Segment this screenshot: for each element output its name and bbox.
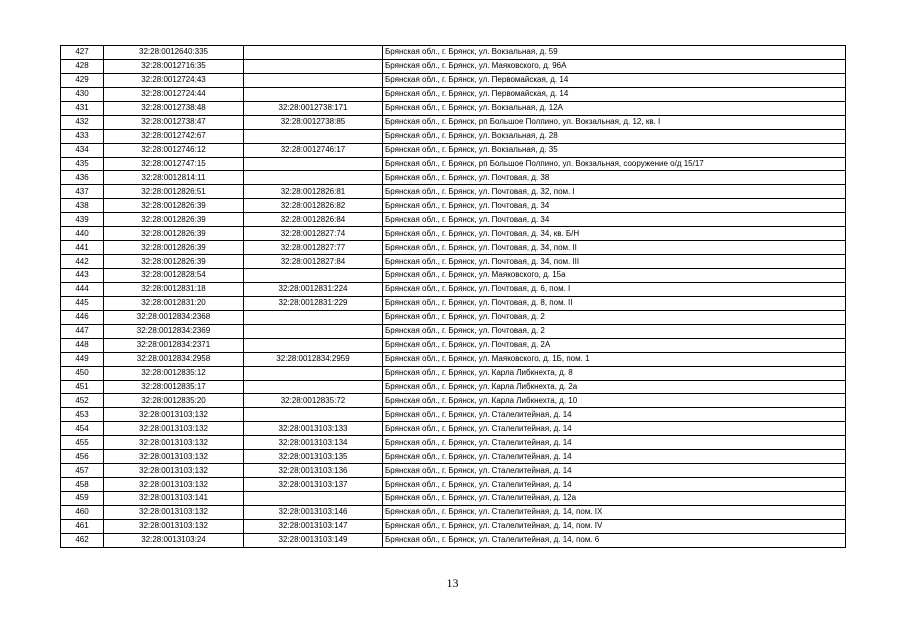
address-cell: Брянская обл., г. Брянск, ул. Маяковского, д. 15а <box>383 269 846 283</box>
address-cell: Брянская обл., г. Брянск, ул. Сталелитейная, д. 14 <box>383 408 846 422</box>
table-row <box>61 394 846 408</box>
table-row <box>61 185 846 199</box>
address-cell: Брянская обл., г. Брянск, ул. Маяковского, д. 96А <box>383 59 846 73</box>
address-cell: Брянская обл., г. Брянск, ул. Сталелитейная, д. 14 <box>383 464 846 478</box>
sub-cadastral-number-cell <box>244 338 383 352</box>
table-row <box>61 533 846 547</box>
row-number-cell: 427 <box>61 46 104 60</box>
sub-cadastral-number-cell: 32:28:0012827:84 <box>244 255 383 269</box>
table-row <box>61 492 846 506</box>
row-number-cell: 428 <box>61 59 104 73</box>
sub-cadastral-number-cell: 32:28:0012831:224 <box>244 282 383 296</box>
row-number-cell: 441 <box>61 241 104 255</box>
address-cell: Брянская обл., г. Брянск, ул. Почтовая, д. 34 <box>383 199 846 213</box>
sub-cadastral-number-cell: 32:28:0013103:136 <box>244 464 383 478</box>
table-row <box>61 199 846 213</box>
address-cell: Брянская обл., г. Брянск, ул. Карла Либкнехта, д. 8 <box>383 366 846 380</box>
address-cell: Брянская обл., г. Брянск, ул. Почтовая, д. 2 <box>383 324 846 338</box>
sub-cadastral-number-cell: 32:28:0012831:229 <box>244 296 383 310</box>
row-number-cell: 439 <box>61 213 104 227</box>
table-row <box>61 450 846 464</box>
table-row <box>61 269 846 283</box>
sub-cadastral-number-cell <box>244 73 383 87</box>
table-row <box>61 464 846 478</box>
cadastral-number-cell: 32:28:0012826:39 <box>104 213 244 227</box>
row-number-cell: 458 <box>61 478 104 492</box>
address-cell: Брянская обл., г. Брянск, ул. Почтовая, д. 34, кв. Б/Н <box>383 227 846 241</box>
sub-cadastral-number-cell: 32:28:0012826:81 <box>244 185 383 199</box>
cadastral-number-cell: 32:28:0012738:48 <box>104 101 244 115</box>
cadastral-number-cell: 32:28:0013103:132 <box>104 422 244 436</box>
sub-cadastral-number-cell <box>244 171 383 185</box>
cadastral-number-cell: 32:28:0012814:11 <box>104 171 244 185</box>
table-row <box>61 296 846 310</box>
row-number-cell: 454 <box>61 422 104 436</box>
row-number-cell: 460 <box>61 505 104 519</box>
address-cell: Брянская обл., г. Брянск, ул. Первомайская, д. 14 <box>383 87 846 101</box>
cadastral-number-cell: 32:28:0012835:12 <box>104 366 244 380</box>
sub-cadastral-number-cell <box>244 59 383 73</box>
sub-cadastral-number-cell <box>244 324 383 338</box>
sub-cadastral-number-cell: 32:28:0012738:85 <box>244 115 383 129</box>
table-row <box>61 352 846 366</box>
address-cell: Брянская обл., г. Брянск, ул. Почтовая, д. 32, пом. I <box>383 185 846 199</box>
cadastral-number-cell: 32:28:0012826:39 <box>104 199 244 213</box>
table-row <box>61 241 846 255</box>
table-row <box>61 324 846 338</box>
row-number-cell: 442 <box>61 255 104 269</box>
address-cell: Брянская обл., г. Брянск, ул. Сталелитейная, д. 14 <box>383 450 846 464</box>
cadastral-number-cell: 32:28:0012724:43 <box>104 73 244 87</box>
sub-cadastral-number-cell <box>244 87 383 101</box>
table-row <box>61 408 846 422</box>
row-number-cell: 440 <box>61 227 104 241</box>
table-row <box>61 115 846 129</box>
table-row <box>61 87 846 101</box>
row-number-cell: 456 <box>61 450 104 464</box>
sub-cadastral-number-cell: 32:28:0013103:135 <box>244 450 383 464</box>
address-cell: Брянская обл., г. Брянск, ул. Почтовая, д. 34, пом. II <box>383 241 846 255</box>
table-row <box>61 366 846 380</box>
row-number-cell: 453 <box>61 408 104 422</box>
table-row <box>61 46 846 60</box>
sub-cadastral-number-cell <box>244 380 383 394</box>
sub-cadastral-number-cell: 32:28:0012826:82 <box>244 199 383 213</box>
sub-cadastral-number-cell: 32:28:0013103:149 <box>244 533 383 547</box>
address-cell: Брянская обл., г. Брянск, ул. Вокзальная, д. 28 <box>383 129 846 143</box>
row-number-cell: 446 <box>61 310 104 324</box>
address-cell: Брянская обл., г. Брянск, рп Большое Полпино, ул. Вокзальная, д. 12, кв. I <box>383 115 846 129</box>
table-row <box>61 227 846 241</box>
sub-cadastral-number-cell <box>244 366 383 380</box>
row-number-cell: 438 <box>61 199 104 213</box>
address-cell: Брянская обл., г. Брянск, ул. Почтовая, д. 2 <box>383 310 846 324</box>
sub-cadastral-number-cell <box>244 310 383 324</box>
row-number-cell: 431 <box>61 101 104 115</box>
row-number-cell: 455 <box>61 436 104 450</box>
cadastral-number-cell: 32:28:0012834:2371 <box>104 338 244 352</box>
sub-cadastral-number-cell: 32:28:0012835:72 <box>244 394 383 408</box>
cadastral-number-cell: 32:28:0012826:39 <box>104 227 244 241</box>
cadastral-number-cell: 32:28:0012724:44 <box>104 87 244 101</box>
cadastral-number-cell: 32:28:0013103:132 <box>104 519 244 533</box>
table-row <box>61 436 846 450</box>
sub-cadastral-number-cell: 32:28:0013103:134 <box>244 436 383 450</box>
table-row <box>61 73 846 87</box>
address-cell: Брянская обл., г. Брянск, ул. Сталелитейная, д. 14 <box>383 436 846 450</box>
table-row <box>61 422 846 436</box>
sub-cadastral-number-cell: 32:28:0012834:2959 <box>244 352 383 366</box>
row-number-cell: 447 <box>61 324 104 338</box>
row-number-cell: 451 <box>61 380 104 394</box>
registry-table <box>60 45 846 548</box>
sub-cadastral-number-cell <box>244 129 383 143</box>
table-row <box>61 338 846 352</box>
table-row <box>61 255 846 269</box>
address-cell: Брянская обл., г. Брянск, ул. Первомайская, д. 14 <box>383 73 846 87</box>
table-row <box>61 213 846 227</box>
address-cell: Брянская обл., г. Брянск, ул. Вокзальная, д. 35 <box>383 143 846 157</box>
address-cell: Брянская обл., г. Брянск, ул. Сталелитейная, д. 14, пом. IX <box>383 505 846 519</box>
row-number-cell: 462 <box>61 533 104 547</box>
address-cell: Брянская обл., г. Брянск, ул. Сталелитейная, д. 14 <box>383 478 846 492</box>
address-cell: Брянская обл., г. Брянск, ул. Вокзальная, д. 59 <box>383 46 846 60</box>
cadastral-number-cell: 32:28:0012738:47 <box>104 115 244 129</box>
address-cell: Брянская обл., г. Брянск, ул. Почтовая, д. 34 <box>383 213 846 227</box>
sub-cadastral-number-cell <box>244 157 383 171</box>
cadastral-number-cell: 32:28:0013103:132 <box>104 450 244 464</box>
table-row <box>61 310 846 324</box>
table-row <box>61 171 846 185</box>
table-row <box>61 505 846 519</box>
address-cell: Брянская обл., г. Брянск, ул. Почтовая, д. 38 <box>383 171 846 185</box>
row-number-cell: 450 <box>61 366 104 380</box>
page-number: 13 <box>446 576 459 590</box>
sub-cadastral-number-cell: 32:28:0012826:84 <box>244 213 383 227</box>
table-row <box>61 59 846 73</box>
cadastral-number-cell: 32:28:0012835:20 <box>104 394 244 408</box>
cadastral-number-cell: 32:28:0012747:15 <box>104 157 244 171</box>
cadastral-number-cell: 32:28:0013103:132 <box>104 436 244 450</box>
row-number-cell: 436 <box>61 171 104 185</box>
table-row <box>61 380 846 394</box>
sub-cadastral-number-cell <box>244 492 383 506</box>
cadastral-number-cell: 32:28:0012831:18 <box>104 282 244 296</box>
row-number-cell: 448 <box>61 338 104 352</box>
address-cell: Брянская обл., г. Брянск, ул. Почтовая, д. 2А <box>383 338 846 352</box>
cadastral-number-cell: 32:28:0012716:35 <box>104 59 244 73</box>
sub-cadastral-number-cell: 32:28:0012827:74 <box>244 227 383 241</box>
cadastral-number-cell: 32:28:0012834:2368 <box>104 310 244 324</box>
table-row <box>61 143 846 157</box>
address-cell: Брянская обл., г. Брянск, ул. Карла Либкнехта, д. 10 <box>383 394 846 408</box>
table-row <box>61 478 846 492</box>
sub-cadastral-number-cell <box>244 408 383 422</box>
address-cell: Брянская обл., г. Брянск, ул. Вокзальная, д. 12А <box>383 101 846 115</box>
sub-cadastral-number-cell: 32:28:0012827:77 <box>244 241 383 255</box>
sub-cadastral-number-cell: 32:28:0013103:147 <box>244 519 383 533</box>
cadastral-number-cell: 32:28:0012828:54 <box>104 269 244 283</box>
address-cell: Брянская обл., г. Брянск, ул. Почтовая, д. 6, пом. I <box>383 282 846 296</box>
row-number-cell: 461 <box>61 519 104 533</box>
table-row <box>61 519 846 533</box>
cadastral-number-cell: 32:28:0012831:20 <box>104 296 244 310</box>
cadastral-number-cell: 32:28:0012834:2369 <box>104 324 244 338</box>
row-number-cell: 430 <box>61 87 104 101</box>
row-number-cell: 435 <box>61 157 104 171</box>
sub-cadastral-number-cell: 32:28:0013103:137 <box>244 478 383 492</box>
cadastral-number-cell: 32:28:0013103:132 <box>104 408 244 422</box>
table-row <box>61 101 846 115</box>
address-cell: Брянская обл., г. Брянск, ул. Сталелитейная, д. 14, пом. 6 <box>383 533 846 547</box>
sub-cadastral-number-cell: 32:28:0012738:171 <box>244 101 383 115</box>
sub-cadastral-number-cell: 32:28:0012746:17 <box>244 143 383 157</box>
row-number-cell: 429 <box>61 73 104 87</box>
cadastral-number-cell: 32:28:0012746:12 <box>104 143 244 157</box>
row-number-cell: 445 <box>61 296 104 310</box>
address-cell: Брянская обл., г. Брянск, рп Большое Полпино, ул. Вокзальная, сооружение о/д 15/17 <box>383 157 846 171</box>
row-number-cell: 452 <box>61 394 104 408</box>
cadastral-number-cell: 32:28:0013103:141 <box>104 492 244 506</box>
row-number-cell: 432 <box>61 115 104 129</box>
table-row <box>61 157 846 171</box>
row-number-cell: 443 <box>61 269 104 283</box>
sub-cadastral-number-cell <box>244 269 383 283</box>
row-number-cell: 433 <box>61 129 104 143</box>
address-cell: Брянская обл., г. Брянск, ул. Почтовая, д. 34, пом. III <box>383 255 846 269</box>
address-cell: Брянская обл., г. Брянск, ул. Почтовая, д. 8, пом. II <box>383 296 846 310</box>
table-row <box>61 282 846 296</box>
cadastral-number-cell: 32:28:0012834:2958 <box>104 352 244 366</box>
cadastral-number-cell: 32:28:0012835:17 <box>104 380 244 394</box>
address-cell: Брянская обл., г. Брянск, ул. Карла Либкнехта, д. 2а <box>383 380 846 394</box>
address-cell: Брянская обл., г. Брянск, ул. Сталелитейная, д. 12а <box>383 492 846 506</box>
cadastral-number-cell: 32:28:0012640:335 <box>104 46 244 60</box>
registry-table-body <box>61 46 846 548</box>
cadastral-number-cell: 32:28:0013103:132 <box>104 478 244 492</box>
sub-cadastral-number-cell: 32:28:0013103:146 <box>244 505 383 519</box>
row-number-cell: 437 <box>61 185 104 199</box>
cadastral-number-cell: 32:28:0013103:132 <box>104 464 244 478</box>
table-row <box>61 129 846 143</box>
address-cell: Брянская обл., г. Брянск, ул. Маяковского, д. 1Б, пом. 1 <box>383 352 846 366</box>
cadastral-number-cell: 32:28:0012826:39 <box>104 241 244 255</box>
row-number-cell: 434 <box>61 143 104 157</box>
row-number-cell: 444 <box>61 282 104 296</box>
cadastral-number-cell: 32:28:0012826:39 <box>104 255 244 269</box>
sub-cadastral-number-cell <box>244 46 383 60</box>
address-cell: Брянская обл., г. Брянск, ул. Сталелитейная, д. 14, пом. IV <box>383 519 846 533</box>
cadastral-number-cell: 32:28:0013103:24 <box>104 533 244 547</box>
address-cell: Брянская обл., г. Брянск, ул. Сталелитейная, д. 14 <box>383 422 846 436</box>
row-number-cell: 459 <box>61 492 104 506</box>
row-number-cell: 457 <box>61 464 104 478</box>
sub-cadastral-number-cell: 32:28:0013103:133 <box>244 422 383 436</box>
cadastral-number-cell: 32:28:0012742:67 <box>104 129 244 143</box>
cadastral-number-cell: 32:28:0013103:132 <box>104 505 244 519</box>
cadastral-number-cell: 32:28:0012826:51 <box>104 185 244 199</box>
row-number-cell: 449 <box>61 352 104 366</box>
